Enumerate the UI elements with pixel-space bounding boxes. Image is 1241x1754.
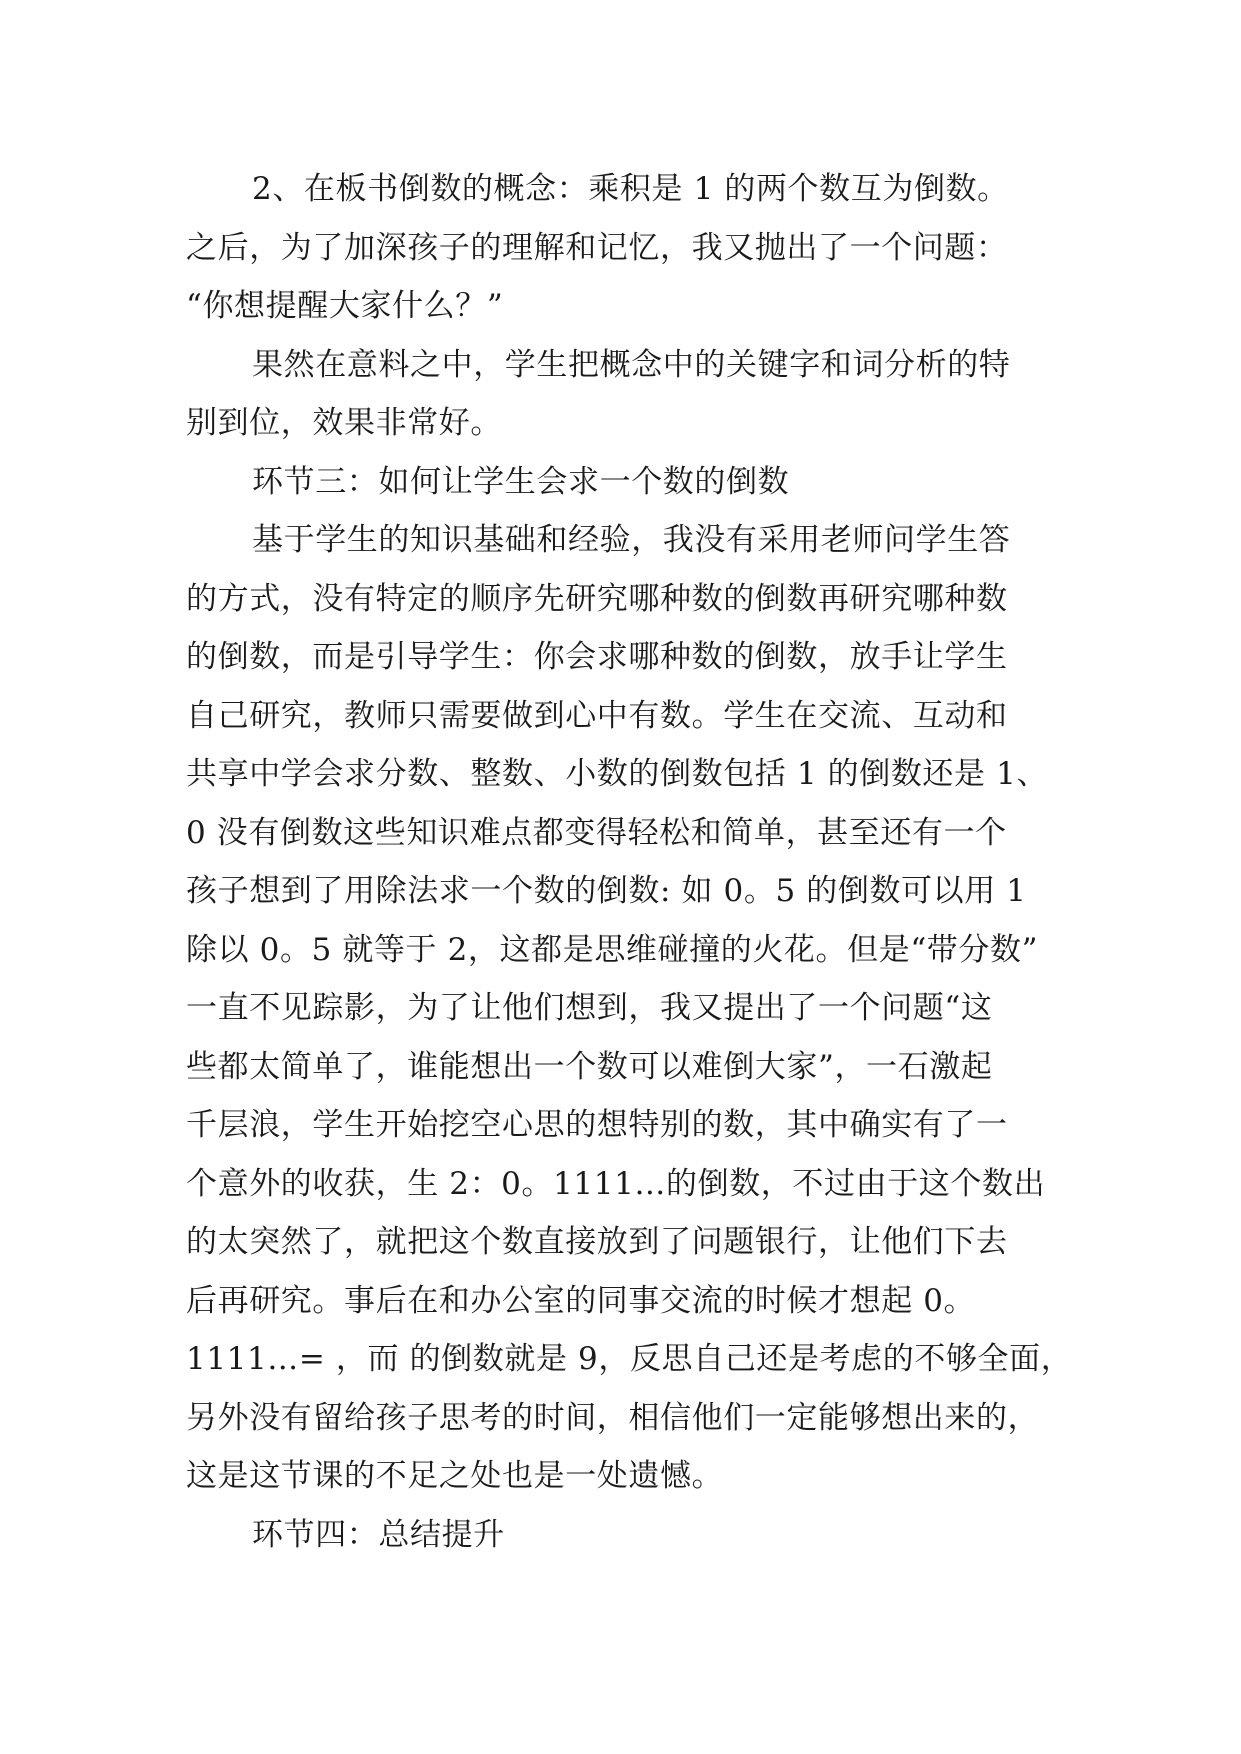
section-heading-part-three [186, 453, 1066, 512]
text-line: 的太突然了，就把这个数直接放到了问题银行，让他们下去 [186, 1224, 1008, 1260]
paragraph-finding-reciprocals [186, 511, 1073, 1506]
text-line: 的方式，没有特定的顺序先研究哪种数的倒数再研究哪种数 [186, 580, 1008, 617]
text-line: 共享中学会求分数、整数、小数的倒数包括 1 的倒数还是 1、 [186, 756, 1049, 792]
paragraph-student-analysis [186, 336, 1066, 453]
text-line: 后再研究。事后在和办公室的同事交流的时候才想起 0。 [186, 1282, 976, 1319]
text-line: 基于学生的知识基础和经验，我没有采用老师问学生答 [252, 522, 1011, 558]
text-line: 孩子想到了用除法求一个数的倒数: 如 0。5 的倒数可以用 1 [186, 873, 1027, 909]
text-line: 果然在意料之中，学生把概念中的关键字和词分析的特 [252, 346, 1011, 383]
section-heading-part-four [186, 1506, 1066, 1565]
text-line: “你想提醒大家什么？” [186, 288, 504, 324]
text-line: 除以 0。5 就等于 2，这都是思维碰撞的火花。但是“带分数” [186, 931, 1039, 968]
paragraph-concept-definition [186, 160, 1066, 336]
text-line: 这是这节课的不足之处也是一处遗憾。 [186, 1458, 724, 1494]
document-body [186, 160, 1073, 1564]
text-line: 2、在板书倒数的概念：乘积是 1 的两个数互为倒数。 [252, 171, 1009, 207]
section-heading: 环节三：如何让学生会求一个数的倒数 [252, 463, 790, 500]
text-line: 一直不见踪影，为了让他们想到，我又提出了一个问题“这 [186, 990, 993, 1026]
text-line: 另外没有留给孩子思考的时间，相信他们一定能够想出来的， [186, 1399, 1040, 1436]
text-line: 的倒数，而是引导学生：你会求哪种数的倒数，放手让学生 [186, 639, 1008, 675]
text-line: 别到位，效果非常好。 [186, 405, 502, 441]
text-line: 1111…= ，而 的倒数就是 9，反思自己还是考虑的不够全面， [186, 1341, 1073, 1377]
text-line: 之后，为了加深孩子的理解和记忆，我又抛出了一个问题： [186, 229, 1008, 266]
text-line: 自己研究，教师只需要做到心中有数。学生在交流、互动和 [186, 697, 1008, 734]
text-line: 0 没有倒数这些知识难点都变得轻松和简单，甚至还有一个 [186, 814, 1007, 851]
section-heading: 环节四：总结提升 [252, 1516, 505, 1553]
text-line: 千层浪，学生开始挖空心思的想特别的数，其中确实有了一 [186, 1107, 1008, 1143]
text-line: 个意外的收获，生 2：0。1111…的倒数，不过由于这个数出 [186, 1165, 1046, 1202]
text-line: 些都太简单了，谁能想出一个数可以难倒大家”，一石激起 [186, 1048, 993, 1085]
